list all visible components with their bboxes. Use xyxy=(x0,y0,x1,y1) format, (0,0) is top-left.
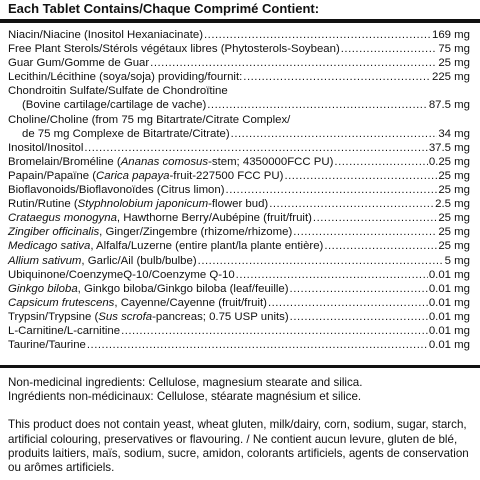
header-rule xyxy=(0,19,480,23)
dot-leader xyxy=(207,98,428,112)
ingredient-name-prefix: Trypsin/Trypsine ( xyxy=(8,310,99,323)
ingredient-name: de 75 mg Complexe de Bitartrate/Citrate) xyxy=(22,127,230,140)
ingredient-name-suffix: , Ginger/Zingembre (rhizome/rhizome) xyxy=(99,226,293,239)
ingredient-latin-name: Crataegus monogyna xyxy=(8,212,117,225)
dot-leader xyxy=(198,254,444,268)
ingredient-name-suffix: , Hawthorne Berry/Aubépine (fruit/fruit) xyxy=(116,212,312,225)
ingredient-row xyxy=(8,296,470,310)
ingredient-latin-name: Medicago sativa xyxy=(8,240,91,253)
ingredient-latin-name: Styphnolobium japonicum xyxy=(77,198,209,211)
dot-leader xyxy=(84,141,427,155)
ingredient-name: Inositol/Inositol xyxy=(8,141,84,154)
ingredient-name-suffix: , Ginkgo biloba/Ginkgo biloba (leaf/feuille) xyxy=(77,282,289,295)
ingredient-latin-name: Allium sativum xyxy=(8,254,82,267)
ingredient-row xyxy=(8,211,470,225)
ingredient-row xyxy=(8,56,470,70)
ingredient-row xyxy=(8,155,470,169)
ingredient-row xyxy=(8,28,470,42)
ingredient-row xyxy=(8,239,470,253)
ingredient-name: Taurine/Taurine xyxy=(8,339,86,352)
ingredient-name xyxy=(8,225,292,239)
dot-leader xyxy=(204,28,431,42)
ingredient-amount: 0.01 mg xyxy=(428,324,470,337)
ingredient-row xyxy=(8,268,470,282)
ingredient-amount: 2.5 mg xyxy=(435,198,470,211)
ingredient-name-suffix: -stem; 4350000FCC PU) xyxy=(208,155,334,168)
ingredient-row xyxy=(8,169,470,183)
ingredient-row xyxy=(8,338,470,352)
ingredient-name-suffix: -flower bud) xyxy=(208,198,269,211)
ingredient-row xyxy=(8,70,470,84)
ingredient-amount: 225 mg xyxy=(432,71,470,84)
ingredient-name: Lecithin/Lécithine (soya/soja) providing/fournit: xyxy=(8,71,243,84)
section-divider xyxy=(0,365,480,368)
ingredient-name-suffix: , Alfalfa/Luzerne (entire plant/la plante entière) xyxy=(90,240,324,253)
ingredient-row xyxy=(8,42,470,56)
ingredient-row xyxy=(8,310,470,324)
ingredient-amount: 0.01 mg xyxy=(428,268,470,281)
ingredient-amount: 0.01 mg xyxy=(428,310,470,323)
ingredient-name xyxy=(8,169,283,183)
ingredient-latin-name: Ginkgo biloba xyxy=(8,282,78,295)
ingredient-name-suffix: -pancreas; 0.75 USP units) xyxy=(152,310,289,323)
ingredient-row xyxy=(8,254,470,268)
notes-gap xyxy=(8,404,472,418)
ingredient-amount: 25 mg xyxy=(438,57,470,70)
ingredient-latin-name: Sus scrofa xyxy=(98,310,153,323)
ingredient-amount: 0.01 mg xyxy=(428,339,470,352)
dot-leader xyxy=(293,225,437,239)
dot-leader xyxy=(313,211,437,225)
dot-leader xyxy=(290,310,428,324)
non-medicinal-ingredients-en: Non-medicinal ingredients: Cellulose, magnesium stearate and silica. xyxy=(8,376,363,389)
ingredient-name: Chondroitin Sulfate/Sulfate de Chondroïtine xyxy=(8,85,228,98)
dot-leader xyxy=(150,56,437,70)
ingredient-amount: 169 mg xyxy=(432,29,470,41)
ingredient-latin-name: Carica papaya xyxy=(96,169,170,182)
dot-leader xyxy=(243,70,431,84)
ingredient-amount: 5 mg xyxy=(444,254,470,267)
non-medicinal-ingredients-fr: Ingrédients non-médicinaux: Cellulose, stéarate magnésium et silice. xyxy=(8,390,362,404)
ingredient-name xyxy=(8,254,197,268)
ingredient-latin-name: Zingiber officinalis xyxy=(8,226,100,239)
ingredient-name xyxy=(8,282,289,296)
ingredient-row xyxy=(8,183,470,197)
ingredient-amount: 34 mg xyxy=(438,127,470,140)
ingredient-amount: 0.25 mg xyxy=(428,155,470,168)
dot-leader xyxy=(334,155,427,169)
ingredient-name xyxy=(8,211,312,225)
ingredient-row xyxy=(8,141,470,155)
ingredient-name-prefix: Papain/Papaïne ( xyxy=(8,169,97,182)
ingredient-name: Guar Gum/Gomme de Guar xyxy=(8,57,150,70)
dot-leader xyxy=(236,268,428,282)
notes-section xyxy=(8,376,472,475)
ingredient-name-suffix: , Cayenne/Cayenne (fruit/fruit) xyxy=(114,296,267,309)
ingredient-name-prefix: Bromelain/Broméline ( xyxy=(8,155,121,168)
ingredient-name: Choline/Choline (from 75 mg Bitartrate/Citrate Complex/ xyxy=(8,113,291,126)
dot-leader xyxy=(87,338,428,352)
ingredient-row xyxy=(8,127,470,141)
ingredient-name: (Bovine cartilage/cartilage de vache) xyxy=(22,99,207,112)
ingredient-latin-name: Capsicum frutescens xyxy=(8,296,115,309)
dot-leader xyxy=(269,197,434,211)
ingredient-list xyxy=(8,28,470,352)
ingredient-name-suffix: -fruit-227500 FCC PU) xyxy=(169,169,284,182)
ingredient-amount: 0.01 mg xyxy=(428,282,470,295)
ingredient-row xyxy=(8,324,470,338)
ingredient-row xyxy=(8,282,470,296)
ingredient-row xyxy=(8,197,470,211)
free-from-statement: This product does not contain yeast, wheat gluten, milk/dairy, corn, sodium, sugar, starch, artificial colouring, preservatives or flavouring. / Ne contient aucun levure, gluten de blé, produits laitiers, maïs, sodium, sucre, amidon, colorants artificiels, agents de conservation ou arômes artificiels. xyxy=(8,418,469,475)
ingredient-amount: 87.5 mg xyxy=(428,99,470,112)
ingredient-name: Bioflavonoids/Bioflavonoïdes (Citrus limon) xyxy=(8,184,225,197)
dot-leader xyxy=(324,239,437,253)
ingredient-name: Niacin/Niacine (Inositol Hexaniacinate) xyxy=(8,29,203,41)
ingredient-amount: 0.01 mg xyxy=(428,296,470,309)
label-header: Each Tablet Contains/Chaque Comprimé Contient: xyxy=(8,1,320,16)
ingredient-row xyxy=(8,225,470,239)
dot-leader xyxy=(284,169,437,183)
ingredient-amount: 75 mg xyxy=(438,43,470,56)
ingredient-row xyxy=(8,98,470,112)
ingredient-row xyxy=(8,84,470,98)
ingredient-name xyxy=(8,155,333,169)
ingredient-name: Free Plant Sterols/Stérols végétaux libres (Phytosterols-Soybean) xyxy=(8,43,340,56)
ingredient-name xyxy=(8,296,267,310)
ingredient-name xyxy=(8,197,268,211)
ingredient-latin-name: Ananas comosus xyxy=(120,155,209,168)
ingredient-amount: 25 mg xyxy=(438,240,470,253)
dot-leader xyxy=(226,183,438,197)
ingredient-row xyxy=(8,113,470,127)
ingredient-name: L-Carnitine/L-carnitine xyxy=(8,324,121,337)
ingredient-name xyxy=(8,310,289,324)
ingredient-amount: 25 mg xyxy=(438,212,470,225)
ingredient-name-suffix: , Garlic/Ail (bulb/bulbe) xyxy=(81,254,197,267)
ingredient-amount: 37.5 mg xyxy=(428,141,470,154)
dot-leader xyxy=(268,296,428,310)
dot-leader xyxy=(231,127,438,141)
dot-leader xyxy=(341,42,438,56)
ingredient-amount: 25 mg xyxy=(438,184,470,197)
ingredient-amount: 25 mg xyxy=(438,226,470,239)
dot-leader xyxy=(290,282,428,296)
ingredient-name xyxy=(8,239,323,253)
ingredient-name-prefix: Rutin/Rutine ( xyxy=(8,198,78,211)
ingredient-amount: 25 mg xyxy=(438,169,470,182)
ingredient-name: Ubiquinone/CoenzymeQ-10/Coenzyme Q-10 xyxy=(8,268,235,281)
dot-leader xyxy=(121,324,428,338)
